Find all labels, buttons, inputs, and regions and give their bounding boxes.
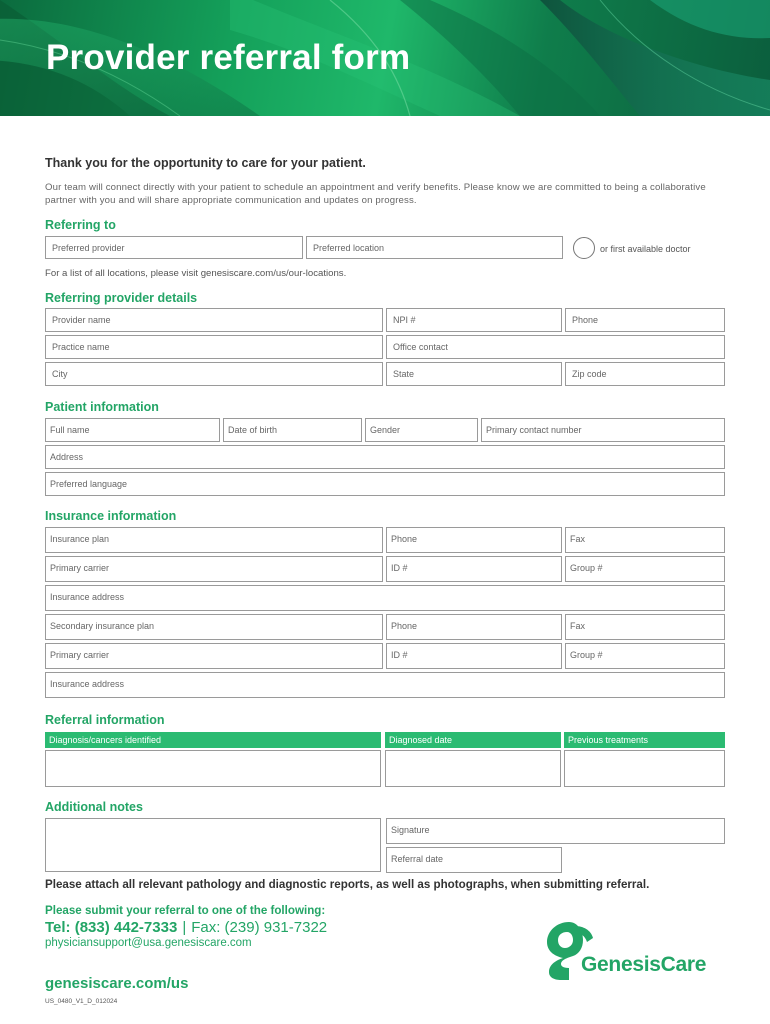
intro-text: Our team will connect directly with your patient to schedule an appointment and verify benefits. Please know we are committed to being a collaborative partner with you and will share appropriate communication and updates on progress. xyxy=(45,182,706,206)
field-label: Preferred provider xyxy=(52,243,125,253)
secondary-insurance-address-field[interactable] xyxy=(45,672,725,698)
field-label: Phone xyxy=(572,315,599,325)
previous-treatments-column-header xyxy=(564,732,725,748)
diagnosed-date-column-header xyxy=(385,732,561,748)
field-label: Office contact xyxy=(393,342,448,352)
field-label: Insurance address xyxy=(50,592,125,602)
column-header-label: Diagnosed date xyxy=(389,735,453,745)
secondary-phone-field[interactable] xyxy=(386,614,562,640)
locations-note: For a list of all locations, please visit genesiscare.com/us/our-locations. xyxy=(45,268,347,279)
field-label: Secondary insurance plan xyxy=(50,621,155,631)
telephone-number[interactable]: Tel: (833) 442-7333 xyxy=(45,919,178,936)
diagnosis-input[interactable] xyxy=(45,750,381,787)
section-insurance-information: Insurance information xyxy=(45,509,177,523)
fax-number: Fax: (239) 931-7322 xyxy=(191,919,328,936)
first-available-radio[interactable] xyxy=(573,237,595,259)
secondary-primary-carrier-field[interactable] xyxy=(45,643,383,669)
preferred-provider-field[interactable] xyxy=(45,236,303,259)
insurance-plan-field[interactable] xyxy=(45,527,383,553)
section-patient-information: Patient information xyxy=(45,400,159,414)
section-referring-to: Referring to xyxy=(45,218,116,232)
secondary-group-number-field[interactable] xyxy=(565,643,725,669)
field-label: Group # xyxy=(570,650,603,660)
field-label: Phone xyxy=(391,534,418,544)
practice-name-field[interactable] xyxy=(45,335,383,359)
field-label: Date of birth xyxy=(228,425,278,435)
secondary-id-field[interactable] xyxy=(386,643,562,669)
referral-date-field[interactable] xyxy=(386,847,562,873)
field-label: Full name xyxy=(50,425,90,435)
primary-carrier-field[interactable] xyxy=(45,556,383,582)
field-label: Fax xyxy=(570,621,586,631)
submit-heading: Please submit your referral to one of the following: xyxy=(45,904,326,917)
field-label: Primary carrier xyxy=(50,650,110,660)
provider-phone-field[interactable] xyxy=(565,308,725,332)
field-label: Insurance address xyxy=(50,679,125,689)
contact-separator: | xyxy=(182,919,187,936)
insurance-fax-field[interactable] xyxy=(565,527,725,553)
secondary-fax-field[interactable] xyxy=(565,614,725,640)
field-label: City xyxy=(52,369,68,379)
insurance-id-field[interactable] xyxy=(386,556,562,582)
field-label: Signature xyxy=(391,825,430,835)
attach-instructions: Please attach all relevant pathology and diagnostic reports, as well as photographs, when submitting referral. xyxy=(45,878,650,891)
support-email-link[interactable]: physiciansupport@usa.genesiscare.com xyxy=(45,937,252,949)
preferred-language-field[interactable] xyxy=(45,472,725,496)
field-label: Fax xyxy=(570,534,586,544)
field-label: Preferred location xyxy=(313,243,385,253)
section-additional-notes: Additional notes xyxy=(45,800,143,814)
preferred-location-field[interactable] xyxy=(306,236,563,259)
city-field[interactable] xyxy=(45,362,383,386)
intro-heading: Thank you for the opportunity to care for your patient. xyxy=(45,156,366,170)
contact-line xyxy=(45,919,327,936)
page-title: Provider referral form xyxy=(46,38,411,77)
field-label: Preferred language xyxy=(50,479,128,489)
header-banner xyxy=(0,0,770,116)
signature-field[interactable] xyxy=(386,818,725,844)
field-label: Insurance plan xyxy=(50,534,110,544)
field-label: ID # xyxy=(391,650,408,660)
npi-field[interactable] xyxy=(386,308,562,332)
field-label: Primary carrier xyxy=(50,563,110,573)
insurance-phone-field[interactable] xyxy=(386,527,562,553)
field-label: Gender xyxy=(370,425,401,435)
provider-name-field[interactable] xyxy=(45,308,383,332)
office-contact-field[interactable] xyxy=(386,335,725,359)
zip-code-field[interactable] xyxy=(565,362,725,386)
additional-notes-input[interactable] xyxy=(45,818,381,872)
previous-treatments-input[interactable] xyxy=(564,750,725,787)
field-label: ID # xyxy=(391,563,408,573)
state-field[interactable] xyxy=(386,362,562,386)
patient-address-field[interactable] xyxy=(45,445,725,469)
insurance-address-field[interactable] xyxy=(45,585,725,611)
gender-field[interactable] xyxy=(365,418,478,442)
column-header-label: Previous treatments xyxy=(568,735,649,745)
column-header-label: Diagnosis/cancers identified xyxy=(49,735,162,745)
field-label: Zip code xyxy=(572,369,607,379)
field-label: Phone xyxy=(391,621,418,631)
field-label: Address xyxy=(50,452,84,462)
website-link[interactable]: genesiscare.com/us xyxy=(45,975,189,992)
document-id: US_0480_V1_D_012024 xyxy=(45,998,118,1005)
field-label: Primary contact number xyxy=(486,425,582,435)
field-label: NPI # xyxy=(393,315,416,325)
secondary-insurance-plan-field[interactable] xyxy=(45,614,383,640)
section-referral-information: Referral information xyxy=(45,713,165,727)
primary-contact-number-field[interactable] xyxy=(481,418,725,442)
field-label: State xyxy=(393,369,415,379)
patient-full-name-field[interactable] xyxy=(45,418,220,442)
field-label: Provider name xyxy=(52,315,111,325)
date-of-birth-field[interactable] xyxy=(223,418,362,442)
diagnosis-column-header xyxy=(45,732,381,748)
diagnosed-date-input[interactable] xyxy=(385,750,561,787)
first-available-label: or first available doctor xyxy=(600,244,691,254)
section-provider-details: Referring provider details xyxy=(45,291,198,305)
field-label: Group # xyxy=(570,563,603,573)
field-label: Referral date xyxy=(391,854,444,864)
brand-name: GenesisCare xyxy=(581,953,707,976)
field-label: Practice name xyxy=(52,342,110,352)
group-number-field[interactable] xyxy=(565,556,725,582)
